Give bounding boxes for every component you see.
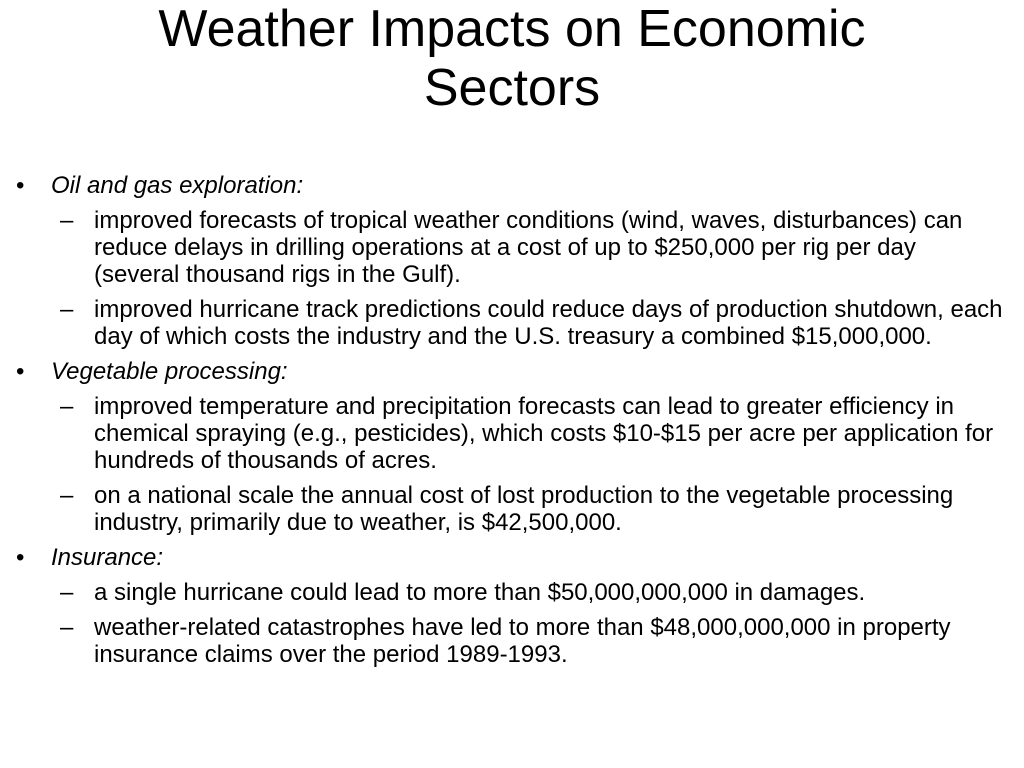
bullet-section-vegetable-processing	[0, 358, 1024, 385]
bullet-marker: •	[16, 358, 25, 385]
sub-bullet-text: improved temperature and precipitation forecasts can lead to greater efficiency in chemical spraying (e.g., pesticides), which costs $10-$15 per acre per application for hundreds of thousands of acres.	[94, 393, 994, 474]
bullet-section-oil-gas	[0, 172, 1024, 199]
sub-bullet-text: improved forecasts of tropical weather conditions (wind, waves, disturbances) can reduce delays in drilling operations at a cost of up to $250,000 per rig per day (several thousand rigs in the Gulf).	[94, 207, 963, 288]
dash-marker: –	[60, 579, 74, 606]
sub-bullet-text: weather-related catastrophes have led to more than $48,000,000,000 in property insurance claims over the period 1989-1993.	[94, 614, 951, 668]
sub-bullet-text: improved hurricane track predictions could reduce days of production shutdown, each day of which costs the industry and the U.S. treasury a combined $15,000,000.	[94, 296, 1003, 350]
sub-bullet	[0, 614, 1024, 668]
section-label: Vegetable processing:	[51, 358, 288, 385]
dash-marker: –	[60, 482, 74, 509]
slide-body	[0, 172, 1024, 676]
bullet-section-insurance	[0, 544, 1024, 571]
section-label: Oil and gas exploration:	[51, 172, 304, 199]
sub-bullet	[0, 296, 1024, 350]
dash-marker: –	[60, 393, 74, 420]
sub-bullet	[0, 207, 1024, 288]
bullet-marker: •	[16, 544, 25, 571]
bullet-marker: •	[16, 172, 25, 199]
section-label: Insurance:	[51, 544, 164, 571]
sub-bullet	[0, 579, 1024, 606]
sub-bullet	[0, 482, 1024, 536]
slide-title-line: Weather Impacts on Economic	[158, 0, 866, 58]
dash-marker: –	[60, 614, 74, 641]
sub-bullet-text: on a national scale the annual cost of lost production to the vegetable processing industry, primarily due to weather, is $42,500,000.	[94, 482, 954, 536]
sub-bullet	[0, 393, 1024, 474]
dash-marker: –	[60, 296, 74, 323]
sub-bullet-text: a single hurricane could lead to more than $50,000,000,000 in damages.	[94, 579, 866, 606]
slide-title	[0, 0, 1024, 118]
slide-title-line: Sectors	[423, 59, 601, 117]
dash-marker: –	[60, 207, 74, 234]
